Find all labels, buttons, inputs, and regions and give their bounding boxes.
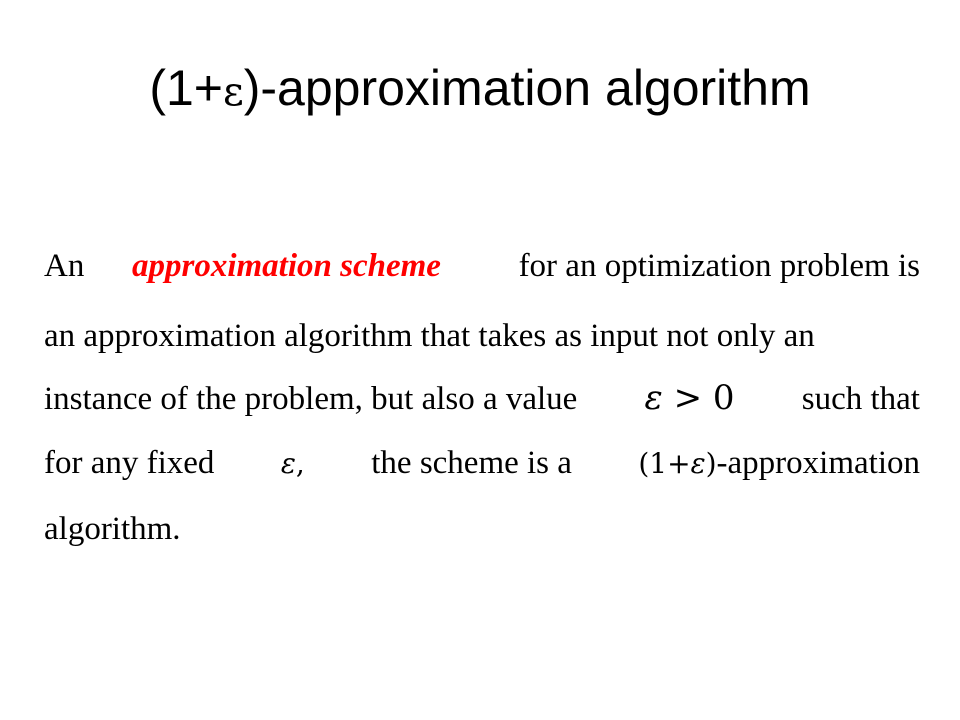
line-2-text: an approximation algorithm that takes as input not only an [44,318,815,354]
line-4-mid: the scheme is a [371,445,572,481]
line-4-after: -approximation [716,445,920,481]
line-3-after: such that [801,381,920,417]
math-epsilon-3: ε [690,447,706,480]
math-epsilon-2: ε [280,447,296,480]
definition-line-4 [44,442,920,484]
definition-line-2 [44,315,920,357]
line-4-approx-group [638,442,920,485]
definition-line-5 [44,508,920,550]
line-5-text: algorithm. [44,511,181,547]
word-an: An [44,248,85,284]
line-3-text: instance of the problem, but also a value [44,381,578,417]
definition-line-3 [44,377,920,419]
math-epsilon: ε [644,378,663,418]
math-epsilon-greater-than-zero [645,377,735,419]
math-close: ) [705,447,717,480]
definition-line-1 [44,245,920,287]
title-prefix: (1+ [149,60,224,116]
math-one-plus-epsilon [638,447,716,480]
highlight-approximation-scheme: approximation scheme [131,248,441,284]
math-epsilon-comma [281,443,305,485]
line-4-text: for any fixed [44,445,215,481]
math-open: (1+ [638,447,691,480]
title-epsilon-symbol: ε [223,69,244,115]
math-relation: > 0 [662,378,735,418]
title-suffix: )-approximation algorithm [243,60,811,116]
line-1-rest: for an optimization problem is [518,248,920,284]
math-comma: , [295,447,305,480]
